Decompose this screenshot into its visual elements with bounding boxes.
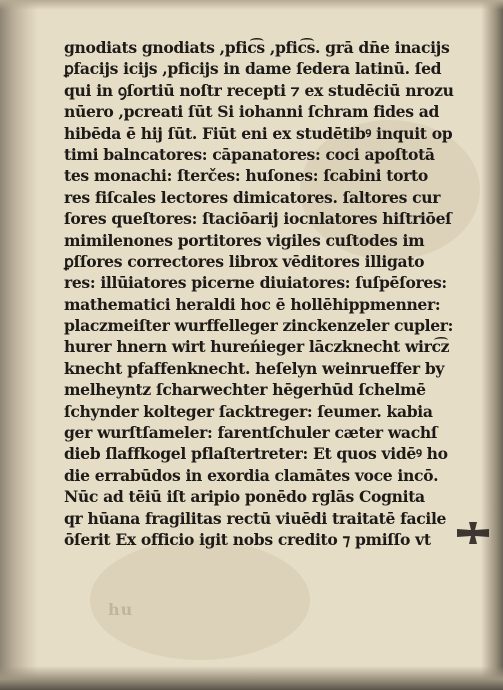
text-line: qr hūana fragilitas rectū viuēdi traitatē facile bbox=[64, 508, 447, 528]
page-bottom-shadow bbox=[0, 666, 503, 690]
text-line: melheyntz ſcharwechter hēgerhūd ſchelmē bbox=[64, 380, 426, 400]
text-line: qui in ꝯſortiū noſtr recepti ⁊ ex studēciū nrozu bbox=[64, 80, 454, 100]
text-line: mathematici heraldi hoc ē hollēhippmenner: bbox=[64, 294, 441, 314]
text-line: knecht pfaffenknecht. heſelyn weinrueffer by bbox=[64, 358, 445, 378]
text-line: ꝑfacijs icijs ,pficijs in dame ſedera latinū. ſed bbox=[64, 59, 442, 79]
text-line: dieb ſlaffkogel pflaſtertreter: Et quos vidēꝰ ho bbox=[64, 444, 448, 464]
gutter-shadow bbox=[0, 0, 38, 690]
text-line: timi balncatores: cāpanatores: coci apoſtotā bbox=[64, 144, 435, 164]
text-line: mimilenones portitores vigiles cuſtodes im bbox=[64, 230, 425, 250]
text-line: hibēda ē hij ſūt. Fiūt eni ex studētibꝰ inquit op bbox=[64, 123, 453, 143]
text-line: Nūc ad tēiū iſt aripio ponēdo rglās Cognita bbox=[64, 487, 425, 507]
text-line: placzmeiſter wurffelleger zinckenzeler cupler: bbox=[64, 316, 454, 336]
show-through-text: hu bbox=[108, 600, 134, 619]
text-line: nūero ,pcreati ſūt Si iohanni ſchram fides ad bbox=[64, 102, 440, 122]
text-line: tes monachi: ſterčes: huſones: ſcabini torto bbox=[64, 166, 428, 186]
text-line: res fiſcales lectores dimicatores. ſaltores cur bbox=[64, 187, 441, 207]
text-line: ōſerit Ex officio igit nobs credito ⁊ pmiſſo vt bbox=[64, 529, 431, 549]
text-block bbox=[64, 37, 472, 550]
text-line: gnodiats gnodiats ,pfic͡s ,pfic͡s. grā dn̄e inacijs bbox=[64, 38, 450, 57]
text-line: ſchynder kolteger ſacktreger: ſeumer. kabia bbox=[64, 401, 433, 421]
text-line: ger wurſtſameler: farentſchuler cæter wachſ bbox=[64, 423, 438, 443]
page-edge-shadow bbox=[481, 0, 503, 690]
text-line: hurer hnern wirt hureńieger lāczknecht wirc͡z bbox=[64, 337, 450, 357]
text-line: ꝑſſores correctores librox vēditores illigato bbox=[64, 251, 425, 271]
text-line: ſores queſtores: ſtaciōarij iocnlatores hiſtriōeſ bbox=[64, 209, 452, 229]
text-line: die errabūdos in exordia clamātes voce incō. bbox=[64, 465, 439, 485]
text-line: res: illūiatores picerne diuiatores: ſuſpēſores: bbox=[64, 273, 447, 293]
cross-mark-icon bbox=[455, 520, 491, 546]
page-top-shadow bbox=[0, 0, 503, 10]
